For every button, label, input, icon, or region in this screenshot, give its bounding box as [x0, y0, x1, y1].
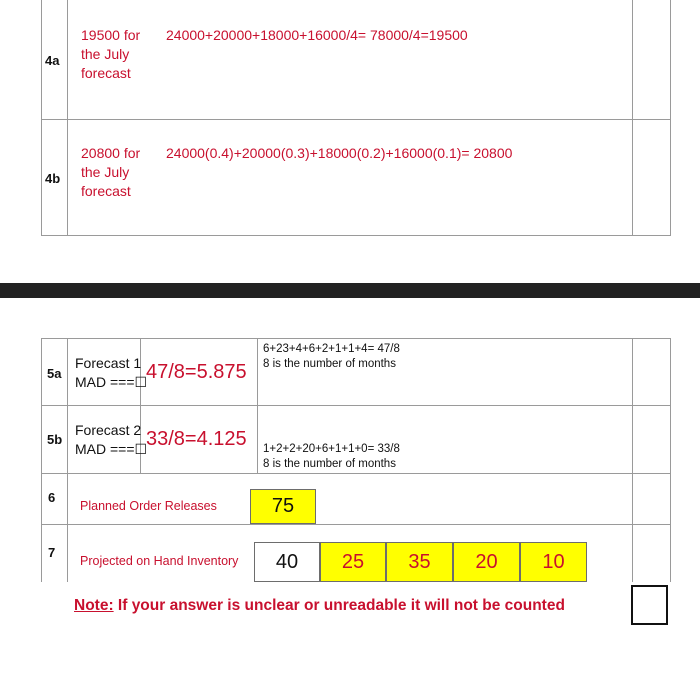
q6-label: Planned Order Releases	[80, 499, 217, 513]
q4a-work: 24000+20000+18000+16000/4= 78000/4=19500	[166, 27, 468, 43]
q7-value: 35	[408, 550, 431, 573]
q7-value-cell	[386, 542, 453, 582]
col-divider-right	[632, 338, 633, 582]
q4-col-divider-right	[632, 0, 633, 236]
q4a-answer-line: forecast	[81, 65, 131, 81]
q5a-work	[263, 342, 400, 372]
q4b-answer	[81, 144, 140, 201]
q5a-label	[75, 354, 147, 392]
q4a-number: 4a	[45, 53, 60, 68]
q6-number: 6	[48, 490, 56, 505]
q5a-label-line: MAD ===☐	[75, 374, 148, 390]
q5a-label-line: Forecast 1	[75, 355, 142, 371]
q5b-number: 5b	[47, 432, 63, 447]
q4b-answer-line: 20800 for	[81, 145, 141, 161]
q4b-work: 24000(0.4)+20000(0.3)+18000(0.2)+16000(0.1)= 20800	[166, 145, 513, 161]
q5a-work-line: 8 is the number of months	[263, 358, 396, 370]
q5b-label-line: Forecast 2	[75, 422, 142, 438]
q4a-answer-line: the July	[81, 46, 130, 62]
note-prefix: Note:	[74, 597, 114, 614]
q7-value-cell	[254, 542, 320, 582]
q7-value: 10	[542, 550, 565, 573]
q7-number: 7	[48, 545, 56, 560]
q7-value-cell	[453, 542, 520, 582]
q6-value-cell	[250, 489, 316, 524]
q5a-number: 5a	[47, 366, 62, 381]
note-text: If your answer is unclear or unreadable it will not be counted	[113, 597, 565, 614]
q7-value: 40	[275, 550, 299, 573]
q4b-answer-line: the July	[81, 164, 130, 180]
col-divider-mid	[257, 338, 258, 474]
page-divider-bar	[0, 283, 700, 298]
q5b-answer: 33/8=4.125	[146, 428, 247, 450]
q5b-work	[263, 442, 400, 472]
q7-label: Projected on Hand Inventory	[80, 554, 239, 568]
q7-value: 20	[475, 550, 498, 573]
q5b-work-line: 8 is the number of months	[263, 458, 396, 470]
q6-value: 75	[271, 495, 295, 517]
q5a-answer: 47/8=5.875	[146, 361, 247, 383]
note	[74, 597, 565, 615]
q5b-work-line: 1+2+2+20+6+1+1+0= 33/8	[263, 443, 400, 455]
row-divider-5a-5b	[41, 405, 671, 406]
q4-col-divider-left	[67, 0, 68, 236]
q5b-label	[75, 421, 147, 459]
q4b-answer-line: forecast	[81, 183, 131, 199]
col-divider-left	[67, 338, 68, 582]
row-divider-5b-6	[41, 473, 671, 474]
row-divider-6-7	[41, 524, 671, 525]
q4a-answer-line: 19500 for	[81, 27, 141, 43]
q4-row-divider	[41, 119, 671, 120]
q5b-label-line: MAD ===☐	[75, 441, 148, 457]
q4b-number: 4b	[45, 171, 61, 186]
q4a-answer	[81, 26, 140, 83]
q5a-work-line: 6+23+4+6+2+1+1+4= 47/8	[263, 343, 400, 355]
q7-value-cell	[320, 542, 386, 582]
note-checkbox[interactable]	[631, 585, 668, 625]
q7-value-cell	[520, 542, 587, 582]
q7-value: 25	[341, 550, 365, 573]
